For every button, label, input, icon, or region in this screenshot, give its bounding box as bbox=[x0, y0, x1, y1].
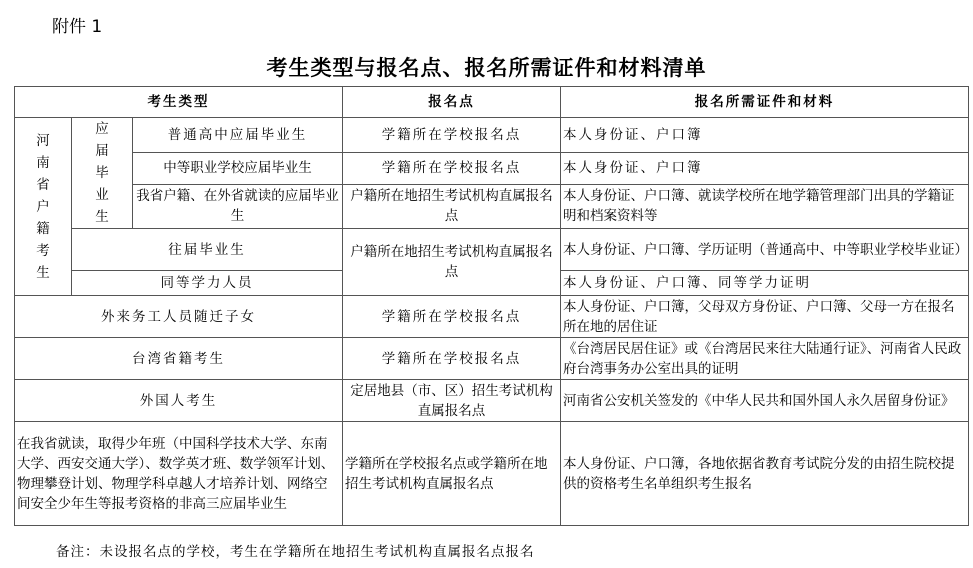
table-row bbox=[15, 229, 969, 271]
type-cell: 同等学力人员 bbox=[72, 271, 343, 296]
table-row bbox=[15, 152, 969, 184]
type-cell: 往届毕业生 bbox=[72, 229, 343, 271]
table-row bbox=[15, 118, 969, 153]
site-cell: 学籍所在学校报名点 bbox=[343, 296, 561, 338]
docs-cell: 本人身份证、户口簿、就读学校所在地学籍管理部门出具的学籍证明和档案资料等 bbox=[561, 184, 969, 228]
type-cell: 在我省就读，取得少年班（中国科学技术大学、东南大学、西安交通大学）、数学英才班、数学领军计划、物理攀登计划、物理学科卓越人才培养计划、网络空间安全少年生等报考资格的非高三应届毕业生 bbox=[15, 422, 343, 526]
docs-cell: 本人身份证、户口簿、学历证明（普通高中、中等职业学校毕业证） bbox=[561, 229, 969, 271]
docs-cell: 本人身份证、户口簿，各地依据省教育考试院分发的由招生院校提供的资格考生名单组织考生报名 bbox=[561, 422, 969, 526]
site-cell: 户籍所在地招生考试机构直属报名点 bbox=[343, 229, 561, 296]
table-row bbox=[15, 422, 969, 526]
current-group-cell bbox=[72, 118, 133, 229]
current-group-label: 应届毕业生 bbox=[95, 121, 109, 225]
site-cell: 学籍所在学校报名点 bbox=[343, 338, 561, 380]
docs-cell: 本人身份证、户口簿，父母双方身份证、户口簿、父母一方在报名所在地的居住证 bbox=[561, 296, 969, 338]
type-cell: 我省户籍、在外省就读的应届毕业生 bbox=[133, 184, 343, 228]
docs-cell: 河南省公安机关签发的《中华人民共和国外国人永久居留身份证》 bbox=[561, 380, 969, 422]
site-cell: 学籍所在学校报名点 bbox=[343, 118, 561, 153]
type-cell: 外国人考生 bbox=[15, 380, 343, 422]
type-cell: 台湾省籍考生 bbox=[15, 338, 343, 380]
docs-cell: 《台湾居民居住证》或《台湾居民来往大陆通行证》、河南省人民政府台湾事务办公室出具的证明 bbox=[561, 338, 969, 380]
henan-group-label: 河南省户籍考生 bbox=[36, 132, 50, 281]
type-cell: 中等职业学校应届毕业生 bbox=[133, 152, 343, 184]
table-row bbox=[15, 296, 969, 338]
henan-group-cell bbox=[15, 118, 72, 296]
docs-cell: 本人身份证、户口簿、同等学力证明 bbox=[561, 271, 969, 296]
site-cell: 户籍所在地招生考试机构直属报名点 bbox=[343, 184, 561, 228]
site-cell: 定居地县（市、区）招生考试机构直属报名点 bbox=[343, 380, 561, 422]
table-row bbox=[15, 338, 969, 380]
table-row bbox=[15, 380, 969, 422]
requirements-table bbox=[14, 86, 969, 526]
site-cell: 学籍所在学校报名点 bbox=[343, 152, 561, 184]
type-cell: 普通高中应届毕业生 bbox=[133, 118, 343, 153]
site-cell: 学籍所在学校报名点或学籍所在地招生考试机构直属报名点 bbox=[343, 422, 561, 526]
docs-cell: 本人身份证、户口簿 bbox=[561, 118, 969, 153]
document-title: 考生类型与报名点、报名所需证件和材料清单 bbox=[266, 55, 707, 80]
footnote: 备注：未设报名点的学校，考生在学籍所在地招生考试机构直属报名点报名 bbox=[56, 544, 535, 560]
header-docs: 报名所需证件和材料 bbox=[561, 87, 969, 118]
attachment-label: 附件 1 bbox=[52, 17, 103, 37]
type-cell: 外来务工人员随迁子女 bbox=[15, 296, 343, 338]
docs-cell: 本人身份证、户口簿 bbox=[561, 152, 969, 184]
header-site: 报名点 bbox=[343, 87, 561, 118]
table-row bbox=[15, 184, 969, 228]
table-header-row bbox=[15, 87, 969, 118]
header-type: 考生类型 bbox=[15, 87, 343, 118]
